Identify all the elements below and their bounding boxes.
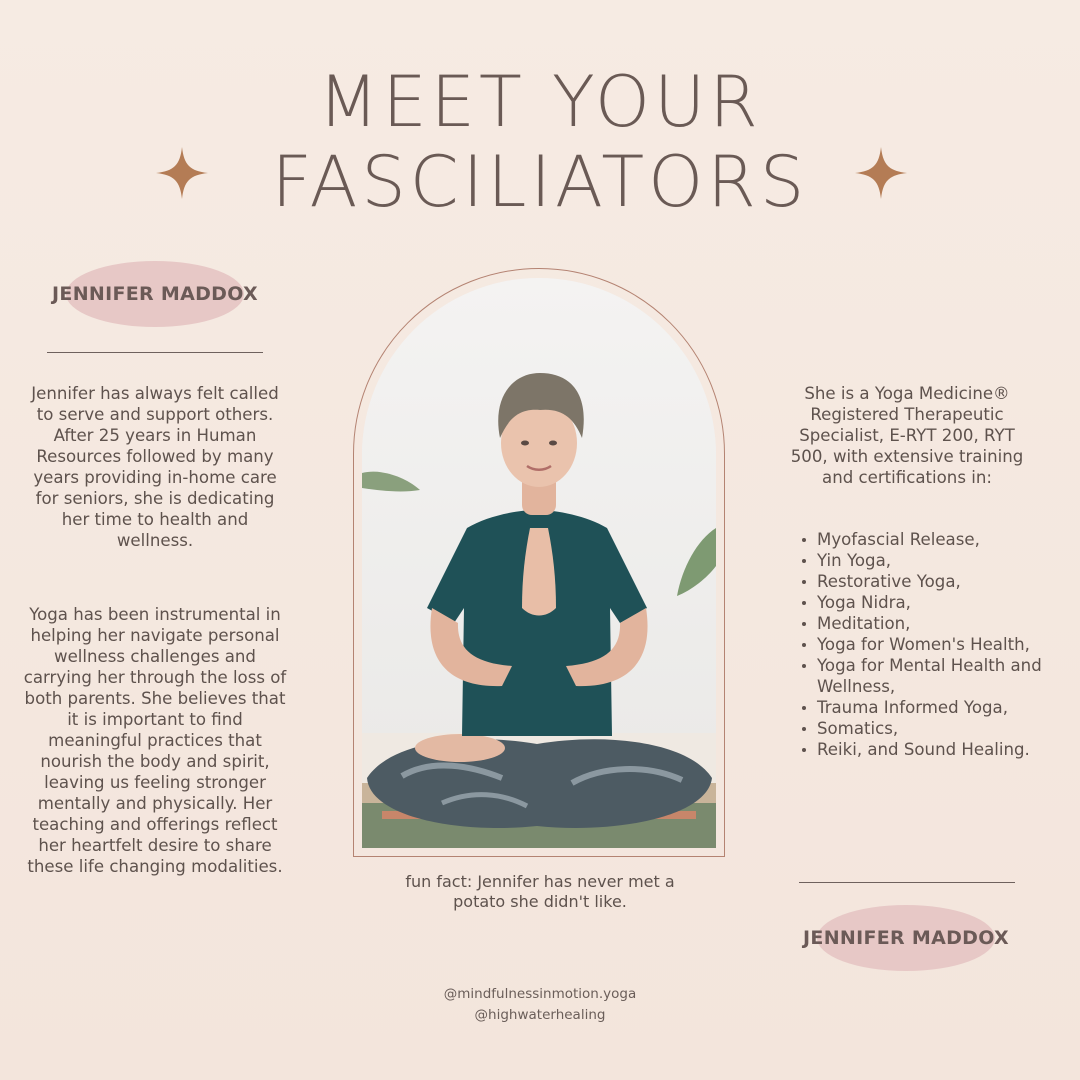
page-title-line-2: FASCILIATORS bbox=[271, 141, 809, 223]
list-item: Trauma Informed Yoga, bbox=[798, 697, 1048, 718]
name-badge-left bbox=[15, 259, 295, 329]
sparkle-star-icon bbox=[855, 147, 907, 199]
divider-left bbox=[47, 352, 263, 353]
bio-paragraph-2: Yoga has been instrumental in helping her navigate personal wellness challenges and carrying her through the loss of both parents. She believes that it is important to find meaningful practices that nourish the body and spirit, leaving us feeling stronger mentally and physically. Her teaching and offerings reflect her heartfelt desire to share these life changing modalities. bbox=[23, 605, 287, 876]
sparkle-star-icon bbox=[156, 147, 208, 199]
list-item: Somatics, bbox=[798, 718, 1048, 739]
fun-fact-text: fun fact: Jennifer has never met a potato she didn't like. bbox=[405, 872, 675, 911]
facilitator-name: JENNIFER MADDOX bbox=[52, 283, 258, 305]
page-title-line-1: MEET YOUR bbox=[318, 61, 762, 143]
bio-paragraph-1: Jennifer has always felt called to serve and support others. After 25 years in Human Resources followed by many years providing in-home care for seniors, she is dedicating her time to health and wellness. bbox=[31, 384, 279, 550]
social-handle-2: @highwaterhealing bbox=[474, 1007, 606, 1023]
portrait-photo bbox=[362, 278, 716, 848]
list-item: Yoga for Women's Health, bbox=[798, 634, 1048, 655]
list-item: Yoga for Mental Health and Wellness, bbox=[798, 655, 1048, 697]
facilitator-name: JENNIFER MADDOX bbox=[803, 927, 1009, 949]
list-item: Yin Yoga, bbox=[798, 550, 1048, 571]
divider-right bbox=[799, 882, 1015, 883]
credentials-intro: She is a Yoga Medicine® Registered Therapeutic Specialist, E-RYT 200, RYT 500, with extensive training and certifications in: bbox=[790, 384, 1024, 487]
certifications-list bbox=[798, 529, 1048, 760]
social-handle-1: @mindfulnessinmotion.yoga bbox=[443, 986, 637, 1002]
name-badge-right bbox=[766, 903, 1046, 973]
list-item: Meditation, bbox=[798, 613, 1048, 634]
list-item: Yoga Nidra, bbox=[798, 592, 1048, 613]
meditating-woman-photo bbox=[362, 278, 716, 848]
list-item: Reiki, and Sound Healing. bbox=[798, 739, 1048, 760]
list-item: Myofascial Release, bbox=[798, 529, 1048, 550]
list-item: Restorative Yoga, bbox=[798, 571, 1048, 592]
